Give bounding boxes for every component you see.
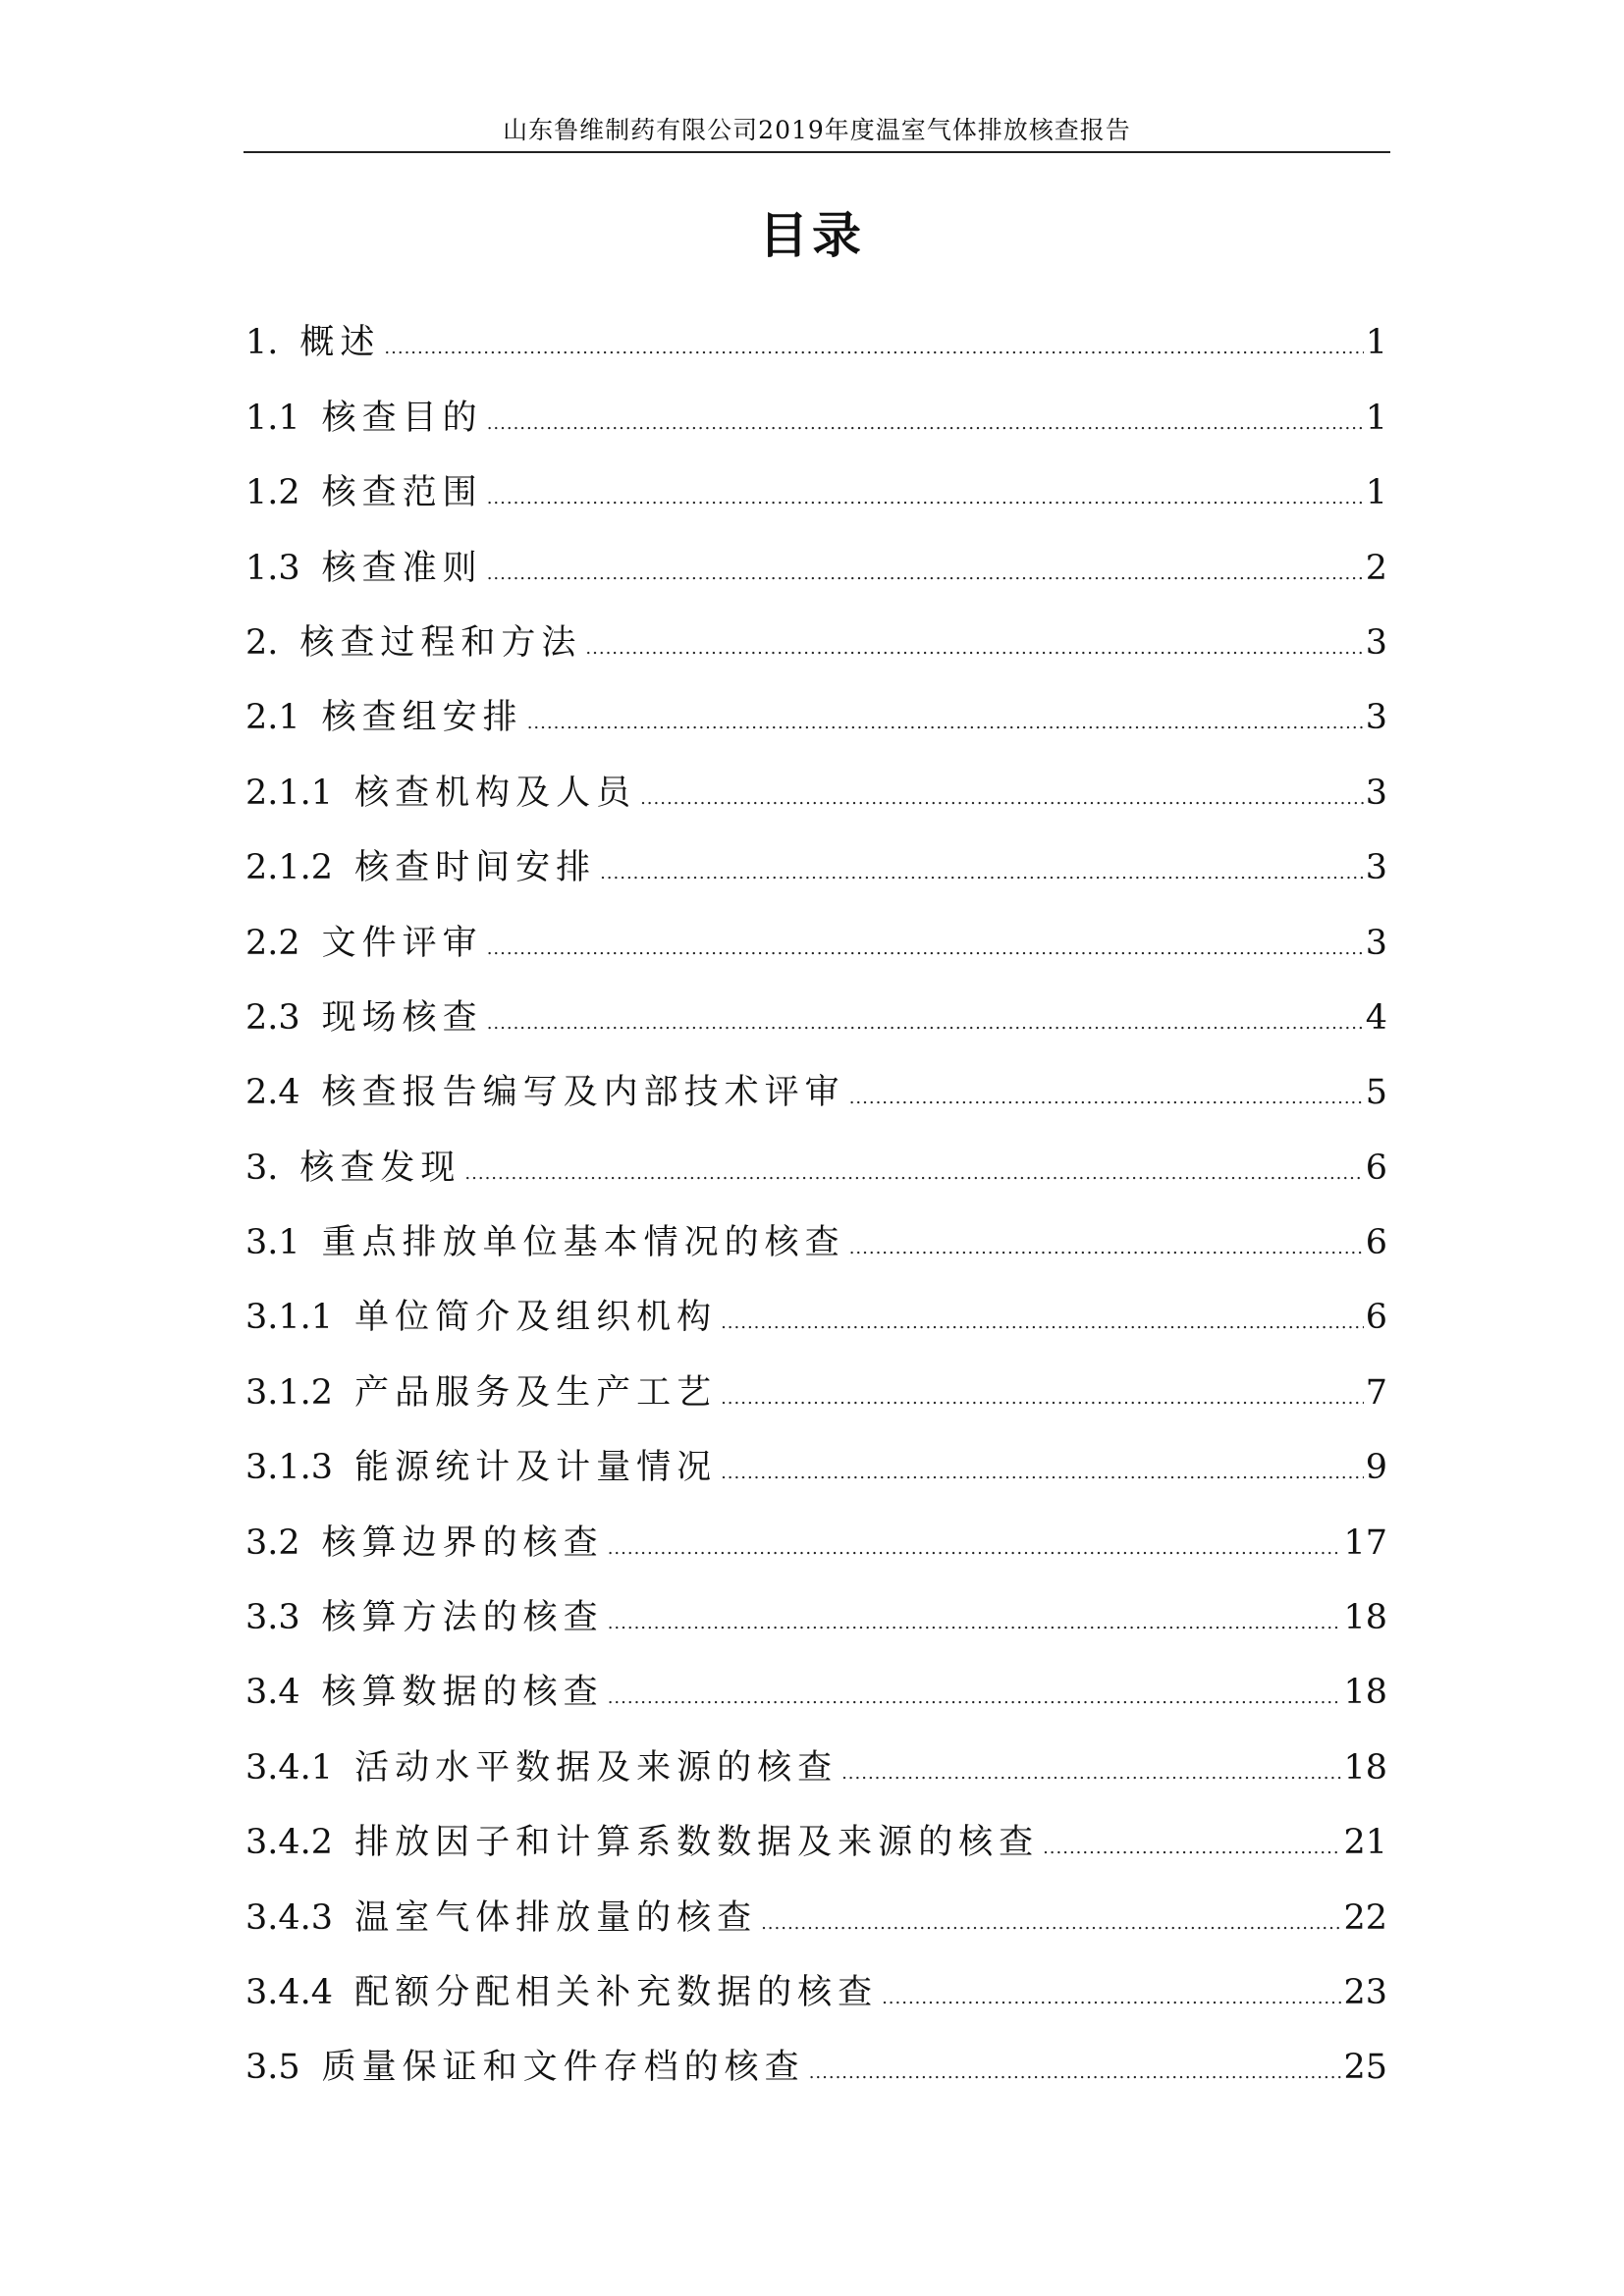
- toc-entry-title: 核算方法的核查: [321, 1598, 604, 1638]
- toc-entry-title: 核查发现: [299, 1148, 461, 1188]
- toc-entry[interactable]: [245, 1799, 1387, 1874]
- toc-entry-number: 1.: [245, 323, 279, 363]
- toc-entry[interactable]: [245, 1724, 1387, 1798]
- toc-dot-leader: [608, 1586, 1342, 1649]
- toc-entry-page-number: 1: [1365, 323, 1387, 363]
- toc-entry-number: 3.: [245, 1148, 279, 1188]
- toc-entry-page-number: 3: [1365, 848, 1387, 888]
- toc-entry-page-number: 17: [1343, 1522, 1387, 1563]
- toc-entry-page-number: 1: [1365, 398, 1387, 438]
- toc-dot-leader: [841, 1736, 1341, 1799]
- toc-entry[interactable]: [245, 674, 1387, 749]
- toc-entry-number: 3.5: [245, 2048, 300, 2088]
- toc-entry[interactable]: [245, 299, 1387, 374]
- toc-entry[interactable]: [245, 1874, 1387, 1949]
- toc-entry-title: 核查目的: [321, 398, 483, 438]
- toc-entry-page-number: 3: [1365, 773, 1387, 813]
- toc-dot-leader: [1043, 1811, 1341, 1874]
- toc-entry-title: 核查组安排: [321, 698, 523, 738]
- toc-title: 目录: [759, 207, 865, 264]
- toc-dot-leader: [608, 1512, 1342, 1575]
- toc-entry[interactable]: [245, 524, 1387, 599]
- toc-entry-number: 1.1: [245, 398, 300, 438]
- toc-entry-page-number: 23: [1343, 1972, 1387, 2012]
- toc-entry-page-number: 3: [1365, 923, 1387, 963]
- toc-entry-number: 3.1.3: [245, 1448, 334, 1488]
- toc-entry-page-number: 2: [1365, 548, 1387, 588]
- toc-entry-title: 核查过程和方法: [299, 622, 582, 663]
- toc-entry-page-number: 25: [1343, 2048, 1387, 2088]
- toc-entry-title: 核查机构及人员: [354, 773, 637, 813]
- toc-dot-leader: [585, 612, 1363, 674]
- toc-entry-page-number: 9: [1365, 1448, 1387, 1488]
- toc-entry[interactable]: [245, 374, 1387, 449]
- toc-entry[interactable]: [245, 1424, 1387, 1499]
- toc-entry-page-number: 18: [1343, 1747, 1387, 1788]
- toc-entry-title: 排放因子和计算系数数据及来源的核查: [354, 1823, 1040, 1863]
- toc-dot-leader: [384, 311, 1363, 374]
- toc-entry-title: 核算数据的核查: [321, 1673, 604, 1713]
- toc-entry-number: 3.4.2: [245, 1823, 334, 1863]
- toc-entry[interactable]: [245, 1200, 1387, 1274]
- toc-dot-leader: [882, 1961, 1341, 2024]
- toc-entry-page-number: 5: [1365, 1073, 1387, 1113]
- toc-entry-number: 3.2: [245, 1522, 300, 1563]
- toc-entry-page-number: 6: [1365, 1298, 1387, 1338]
- toc-entry-title: 核查范围: [321, 473, 483, 513]
- toc-entry[interactable]: [245, 899, 1387, 974]
- toc-entry-title: 概述: [299, 323, 381, 363]
- toc-entry-page-number: 22: [1343, 1897, 1387, 1938]
- toc-entry-title: 质量保证和文件存档的核查: [321, 2048, 805, 2088]
- toc-entry[interactable]: [245, 1575, 1387, 1649]
- toc-dot-leader: [487, 461, 1364, 524]
- toc-dot-leader: [600, 836, 1364, 899]
- toc-entry[interactable]: [245, 1499, 1387, 1574]
- toc-entry-title: 核算边界的核查: [321, 1522, 604, 1563]
- toc-entry-title: 文件评审: [321, 923, 483, 963]
- toc-entry-number: 2.2: [245, 923, 300, 963]
- toc-entry-number: 2.4: [245, 1073, 300, 1113]
- toc-dot-leader: [721, 1362, 1364, 1424]
- toc-entry-title: 核查准则: [321, 548, 483, 588]
- toc-entry-page-number: 4: [1365, 997, 1387, 1038]
- toc-entry-number: 3.4.1: [245, 1747, 334, 1788]
- toc-dot-leader: [721, 1436, 1364, 1499]
- toc-dot-leader: [849, 1061, 1364, 1124]
- toc-entry[interactable]: [245, 1949, 1387, 2024]
- toc-entry-page-number: 18: [1343, 1673, 1387, 1713]
- toc-entry-page-number: 6: [1365, 1223, 1387, 1263]
- table-of-contents: [245, 299, 1387, 2099]
- toc-entry-number: 3.3: [245, 1598, 300, 1638]
- toc-dot-leader: [640, 762, 1364, 825]
- toc-dot-leader: [487, 537, 1364, 600]
- toc-entry-number: 3.1.2: [245, 1372, 334, 1413]
- toc-entry-title: 现场核查: [321, 997, 483, 1038]
- toc-entry[interactable]: [245, 749, 1387, 824]
- toc-dot-leader: [721, 1286, 1364, 1349]
- toc-entry-page-number: 21: [1343, 1823, 1387, 1863]
- toc-entry[interactable]: [245, 1274, 1387, 1349]
- toc-entry-title: 能源统计及计量情况: [354, 1448, 718, 1488]
- toc-dot-leader: [487, 387, 1364, 450]
- toc-entry-number: 2.1.1: [245, 773, 334, 813]
- toc-entry[interactable]: [245, 450, 1387, 524]
- toc-entry[interactable]: [245, 1124, 1387, 1199]
- toc-entry-page-number: 6: [1365, 1148, 1387, 1188]
- page-header: 山东鲁维制药有限公司2019年度温室气体排放核查报告: [503, 116, 1131, 144]
- toc-dot-leader: [464, 1137, 1363, 1200]
- toc-entry-page-number: 3: [1365, 698, 1387, 738]
- toc-entry-title: 活动水平数据及来源的核查: [354, 1747, 839, 1788]
- toc-entry-title: 单位简介及组织机构: [354, 1298, 718, 1338]
- toc-entry-number: 2.: [245, 622, 279, 663]
- toc-entry-title: 核查时间安排: [354, 848, 597, 888]
- toc-entry-number: 3.4.3: [245, 1897, 334, 1938]
- toc-entry[interactable]: [245, 825, 1387, 899]
- toc-entry-number: 3.4.4: [245, 1972, 334, 2012]
- toc-dot-leader: [487, 987, 1364, 1049]
- toc-dot-leader: [809, 2036, 1342, 2099]
- toc-dot-leader: [608, 1661, 1342, 1724]
- toc-dot-leader: [527, 686, 1364, 749]
- toc-entry-page-number: 18: [1343, 1598, 1387, 1638]
- toc-dot-leader: [487, 912, 1364, 975]
- toc-entry-title: 配额分配相关补充数据的核查: [354, 1972, 879, 2012]
- toc-entry-number: 2.1.2: [245, 848, 334, 888]
- toc-entry-title: 产品服务及生产工艺: [354, 1372, 718, 1413]
- toc-entry[interactable]: [245, 1049, 1387, 1124]
- toc-entry-title: 核查报告编写及内部技术评审: [321, 1073, 845, 1113]
- toc-entry-number: 2.1: [245, 698, 300, 738]
- toc-entry[interactable]: [245, 1349, 1387, 1423]
- toc-entry-number: 2.3: [245, 997, 300, 1038]
- toc-entry[interactable]: [245, 1649, 1387, 1724]
- toc-entry-page-number: 7: [1365, 1372, 1387, 1413]
- toc-entry[interactable]: [245, 2024, 1387, 2099]
- toc-entry-title: 重点排放单位基本情况的核查: [321, 1223, 845, 1263]
- toc-dot-leader: [761, 1887, 1341, 1949]
- toc-entry-number: 3.4: [245, 1673, 300, 1713]
- toc-entry-title: 温室气体排放量的核查: [354, 1897, 758, 1938]
- toc-entry-number: 3.1: [245, 1223, 300, 1263]
- toc-entry-number: 1.3: [245, 548, 300, 588]
- toc-entry-page-number: 1: [1365, 473, 1387, 513]
- toc-entry-page-number: 3: [1365, 622, 1387, 663]
- toc-entry[interactable]: [245, 975, 1387, 1049]
- toc-dot-leader: [849, 1211, 1364, 1274]
- toc-entry-number: 3.1.1: [245, 1298, 334, 1338]
- header-divider: [244, 151, 1390, 153]
- toc-entry[interactable]: [245, 600, 1387, 674]
- toc-entry-number: 1.2: [245, 473, 300, 513]
